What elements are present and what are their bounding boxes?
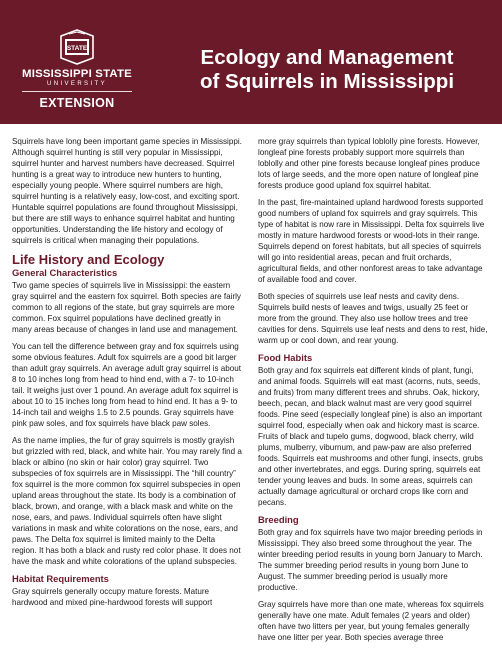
logo-name: MISSISSIPPI STATE — [22, 68, 132, 80]
seal-text: STATE — [66, 45, 88, 52]
title-line-1: Ecology and Management — [200, 46, 454, 69]
left-column — [12, 136, 242, 614]
subheading-breeding: Breeding — [258, 514, 299, 525]
state-seal-icon — [57, 28, 97, 66]
logo-university: UNIVERSITY — [46, 81, 107, 87]
paragraph-nests: Both species of squirrels use leaf nests and cavity dens. Squirrels build nests of leaves and twigs, usually 25 feet or more from the ground. They also use hollow trees and tree cavities for dens. Squirrels use leaf nests and dens to rest, hide, warm up or cool down, and rear young. — [258, 292, 488, 345]
paragraph-size: You can tell the difference between gray and fox squirrels using some obvious features. Adult fox squirrels are a good bit larger than adult gray squirrels. An average adult gray squirrel is about 8 to 10 inches long from head to hind end, with a 7- to 10-inch tail. It weighs just over 1 pound. An average adult fox squirrel is about 10 to 15 inches long from head to hind end. It has a 9- to 14-inch tail and weighs 1.5 to 2.5 pounds. Gray squirrels have pink paw soles, and fox squirrels have black paw soles. — [12, 342, 242, 428]
paragraph-fur: As the name implies, the fur of gray squirrels is mostly grayish but grizzled with red, black, and white hair. You may rarely find a black or albino (no skin or hair color) gray squirrel. Two subspecies of fox squirrels are in Mississippi. The “hill country” fox squirrel is the more common fox squirrel subspecies in open upland areas throughout the state. Its body is a combination of black, brown, and orange, with a black mask and white on the nose, ears, and paws. Individual squirrels often have slight variations in mask and white colorations on the nose, ears, and paws. The Delta fox squirrel is limited mainly to the Delta region. It has both a black and rusty red color phase. It does not have the mask and white colorations of the upland subspecies. — [12, 436, 242, 566]
logo-extension: EXTENSION — [39, 96, 115, 110]
paragraph-food: Both gray and fox squirrels eat different kinds of plant, fungi, and animal foods. Squirrels will eat mast (acorns, nuts, seeds, and fruits) from many different trees and shrubs. Oak, hickory, beech, pecan, and black walnut mast are very good squirrel foods. Pine seed (especially longleaf pine) is also an important squirrel food, especially when oak and hickory mast is scarce. Fruits of black and tupelo gums, dogwood, black cherry, wild plums, mulberry, viburnum, and paw-paw are also preferred foods. Squirrels eat mushrooms and other fungi, insects, grubs and other invertebrates, and eggs. During spring, squirrels eat tender young leaves and buds. In some areas, squirrels can actually damage agricultural or orchard crops like corn and pecans. — [258, 366, 483, 507]
subheading-general-characteristics: General Characteristics — [12, 267, 118, 278]
msu-extension-logo — [14, 28, 140, 118]
section-heading-life-history: Life History and Ecology — [12, 252, 165, 267]
subheading-food-habits: Food Habits — [258, 352, 313, 363]
subheading-habitat: Habitat Requirements — [12, 573, 109, 584]
paragraph-fire-forests: In the past, fire-maintained upland hardwood forests supported good numbers of upland fox squirrels and gray squirrels. This type of habitat is now rare in Mississippi. Delta fox squirrels live mostly in mature hardwood forests or wood-lots in their range. Squirrels depend on forest habitats, but all species of squirrels will go into residential areas, pecan and fruit orchards, agricultural fields, and other nonforest areas to take advantage of available food and cover. — [258, 198, 485, 284]
logo-divider — [22, 91, 132, 92]
intro-paragraph: Squirrels have long been important game species in Mississippi. Although squirrel hunting is still very popular in Mississippi, squirrel hunter and harvest numbers have decreased. Squirrel hunting is a great way to introduce new hunters to hunting, especially young people. Where squirrel numbers are high, squirrel hunting is a relatively easy, low-cost, and exciting sport. Huntable squirrel populations are found throughout Mississippi, but there are still ways to enhance squirrel habitat and hunting opportunities. Understanding the life history and ecology of squirrels is critical when managing their populations. — [12, 137, 242, 245]
paragraph-habitat-cont: more gray squirrels than typical loblolly pine forests. However, longleaf pine forests probably support more squirrels than loblolly and other pine forests because longleaf pines produce lots of large seeds, and the more open nature of longleaf pine forests produce good upland fox squirrel habitat. — [258, 137, 480, 190]
masthead — [0, 0, 502, 124]
page-title — [162, 46, 492, 94]
title-line-2: of Squirrels in Mississippi — [199, 70, 455, 93]
paragraph-habitat-start: Gray squirrels generally occupy mature forests. Mature hardwood and mixed pine-hardwood forests will support — [12, 587, 213, 607]
paragraph-species: Two game species of squirrels live in Mississippi: the eastern gray squirrel and the eastern fox squirrel. Both species are fairly common to all regions of the state, but gray squirrels are more common. Fox squirrel populations have declined greatly in many areas because of changes in land use and management. — [12, 281, 241, 334]
paragraph-mates: Gray squirrels have more than one mate, whereas fox squirrels generally have one mate. Adult females (2 years and older) often have two litters per year, but young females generally have one litter per year. Both species average three — [258, 600, 484, 642]
paragraph-breeding: Both gray and fox squirrels have two major breeding periods in Mississippi. They also breed some throughout the year. The winter breeding period results in young born January to March. The summer breeding period results in young born June to August. The summer breeding period is usually more productive. — [258, 528, 483, 592]
right-column — [258, 136, 488, 649]
